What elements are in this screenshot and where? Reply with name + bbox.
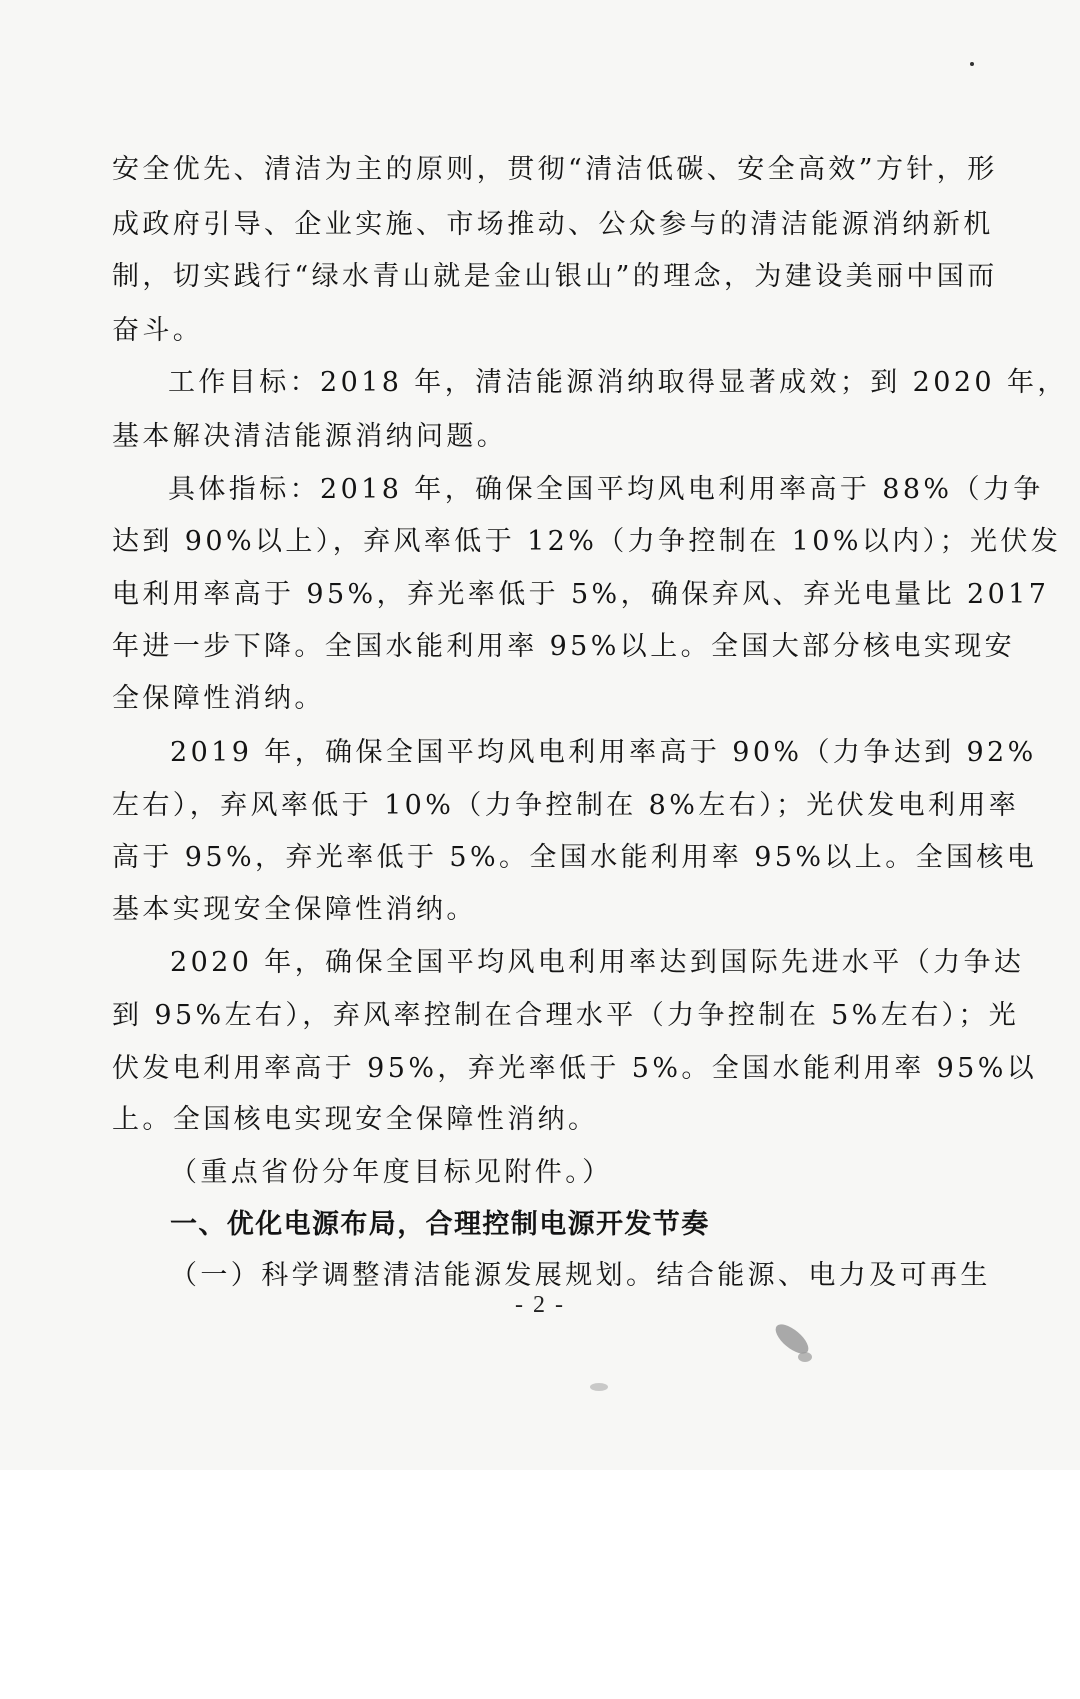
body-text-line: 到 95%左右），弃风率控制在合理水平（力争控制在 5%左右）；光 [112, 1000, 1020, 1031]
subsection-paragraph: （一）科学调整清洁能源发展规划。结合能源、电力及可再生 [170, 1260, 991, 1291]
body-text-line: 全保障性消纳。 [112, 683, 325, 714]
body-text-line: 制，切实践行“绿水青山就是金山银山”的理念，为建设美丽中国而 [112, 261, 998, 292]
page-number: - 2 - [515, 1292, 565, 1318]
year-2019-paragraph: 2019 年，确保全国平均风电利用率高于 90%（力争达到 92% [170, 737, 1037, 768]
body-text-line: 左右），弃风率低于 10%（力争控制在 8%左右）；光伏发电利用率 [112, 790, 1020, 821]
section-heading: 一、优化电源布局，合理控制电源开发节奏 [170, 1209, 710, 1240]
year-2020-paragraph: 2020 年，确保全国平均风电利用率达到国际先进水平（力争达 [170, 947, 1025, 978]
body-text-line: 成政府引导、企业实施、市场推动、公众参与的清洁能源消纳新机 [112, 209, 994, 240]
annex-note: （重点省份分年度目标见附件。） [170, 1157, 613, 1188]
body-text-line: 基本实现安全保障性消纳。 [112, 894, 477, 925]
body-text-line: 上。全国核电实现安全保障性消纳。 [112, 1104, 599, 1135]
body-text-line: 安全优先、清洁为主的原则，贯彻“清洁低碳、安全高效”方针，形 [112, 154, 998, 185]
body-text-line: 年进一步下降。全国水能利用率 95%以上。全国大部分核电实现安 [112, 631, 1015, 662]
work-goal-paragraph: 工作目标：2018 年，清洁能源消纳取得显著成效；到 2020 年， [168, 367, 1068, 398]
blank-area [0, 1470, 1080, 1699]
scan-speck [970, 62, 974, 66]
body-text-line: 达到 90%以上），弃风率低于 12%（力争控制在 10%以内）；光伏发 [112, 526, 1062, 557]
specific-indicators-paragraph: 具体指标：2018 年，确保全国平均风电利用率高于 88%（力争 [168, 474, 1044, 505]
scan-smudge [798, 1352, 812, 1362]
body-text-line: 基本解决清洁能源消纳问题。 [112, 421, 508, 452]
scan-smudge [590, 1383, 608, 1391]
body-text-line: 高于 95%，弃光率低于 5%。全国水能利用率 95%以上。全国核电 [112, 842, 1038, 873]
body-text-line: 伏发电利用率高于 95%，弃光率低于 5%。全国水能利用率 95%以 [112, 1053, 1038, 1084]
body-text-line: 电利用率高于 95%，弃光率低于 5%，确保弃风、弃光电量比 2017 [112, 579, 1050, 610]
body-text-line: 奋斗。 [112, 315, 204, 346]
